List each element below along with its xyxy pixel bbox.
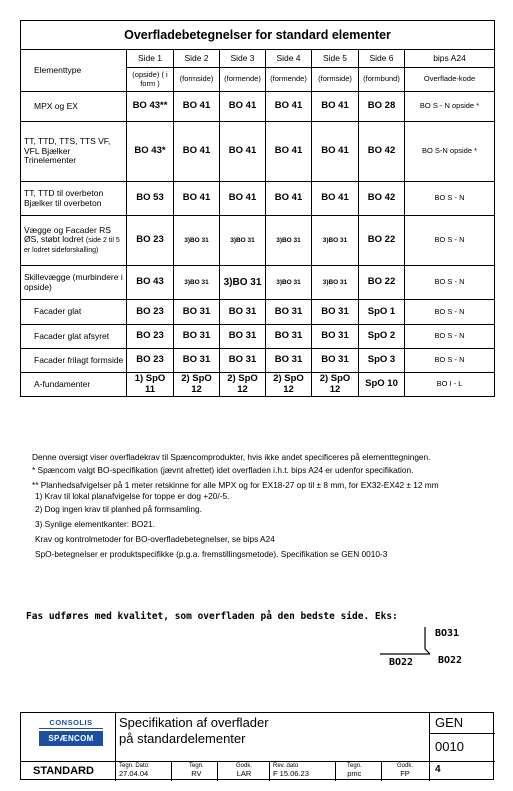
value-cell: BO 41: [174, 92, 220, 122]
element-cell: Facader glat: [21, 300, 127, 325]
bips-cell: BO S - N: [405, 216, 495, 266]
table-row: [21, 92, 495, 122]
column-subheader: Overflade-kode: [405, 68, 495, 92]
note-line: * Spæncom valgt BO-specifikation (jævnt afrettet) idet overfladen i.h.t. bips A24 er udenfor specifikation.: [32, 465, 414, 475]
value-cell: SpO 1: [359, 300, 405, 325]
value-cell: BO 22: [359, 216, 405, 266]
column-header: Side 5: [312, 50, 359, 68]
bips-cell: BO S - N: [405, 349, 495, 373]
note-line: SpO-betegnelser er produktspecifikke (p.g.a. fremstillingsmetode). Specifikation se GEN 0010-3: [35, 549, 388, 559]
title-block: [20, 712, 494, 780]
element-cell: Skillevægge (murbindere i opside): [21, 266, 127, 300]
table-row: [21, 122, 495, 182]
value-cell: BO 41: [312, 182, 359, 216]
value-cell: BO 41: [312, 92, 359, 122]
column-subheader: (formbund): [359, 68, 405, 92]
surface-spec-table: [20, 20, 495, 397]
logo-consolis: CONSOLIS: [39, 718, 103, 729]
drawing-series: GEN: [435, 715, 464, 730]
field-rev-approved-by: Godk. FP: [397, 763, 414, 778]
element-cell: A-fundamenter: [21, 373, 127, 397]
chamfer-note: Fas udføres med kvalitet, som overfladen på den bedste side. Eks:: [26, 611, 398, 622]
value-cell: 3)BO 31: [220, 216, 266, 266]
value-cell: 3)BO 31: [312, 266, 359, 300]
value-cell: SpO 10: [359, 373, 405, 397]
value-cell: BO 41: [220, 182, 266, 216]
note-line: Denne oversigt viser overfladekrav til Spæncomprodukter, hvis ikke andet specificeres på elementtegningen.: [32, 452, 431, 462]
note-line: 1) Krav til lokal planafvigelse for toppe er dog +20/-5.: [35, 491, 230, 501]
value-cell: 3)BO 31: [266, 216, 312, 266]
value-cell: 2) SpO 12: [174, 373, 220, 397]
field-approved-by: Godk. LAR: [236, 763, 253, 778]
bips-cell: BO S-N opside *: [405, 122, 495, 182]
element-cell: Vægge og Facader RS ØS, støbt lodret (side 2 til 5 er lodret sideforskalling): [21, 216, 127, 266]
label-bo22-bottom: BO22: [389, 657, 414, 668]
value-cell: BO 31: [266, 300, 312, 325]
column-subheader: (opside) ( i form ): [127, 68, 174, 92]
table-row: [21, 373, 495, 397]
table-row: [21, 349, 495, 373]
value-cell: 3)BO 31: [174, 216, 220, 266]
table-row: [21, 266, 495, 300]
column-subheader: (formende): [220, 68, 266, 92]
bips-cell: BO S - N opside *: [405, 92, 495, 122]
column-header: Side 1: [127, 50, 174, 68]
value-cell: BO 31: [266, 349, 312, 373]
table-row: [21, 325, 495, 349]
value-cell: 3)BO 31: [266, 266, 312, 300]
value-cell: BO 28: [359, 92, 405, 122]
value-cell: BO 31: [266, 325, 312, 349]
value-cell: BO 42: [359, 182, 405, 216]
value-cell: BO 41: [312, 122, 359, 182]
element-cell: Facader frilagt formside: [21, 349, 127, 373]
column-subheader: (formside): [312, 68, 359, 92]
bips-cell: BO I - L: [405, 373, 495, 397]
element-cell: MPX og EX: [21, 92, 127, 122]
value-cell: BO 31: [174, 349, 220, 373]
standard-label: STANDARD: [33, 765, 94, 777]
value-cell: BO 31: [174, 300, 220, 325]
value-cell: BO 42: [359, 122, 405, 182]
table-title: Overfladebetegnelser for standard elementer: [21, 21, 495, 50]
value-cell: BO 41: [174, 182, 220, 216]
value-cell: BO 31: [174, 325, 220, 349]
column-header: Side 3: [220, 50, 266, 68]
element-header: Elementtype: [21, 50, 127, 92]
value-cell: 2) SpO 12: [266, 373, 312, 397]
column-header: Side 6: [359, 50, 405, 68]
column-header: Side 4: [266, 50, 312, 68]
label-bo22-chamfer: BO22: [438, 655, 463, 666]
table-row: [21, 300, 495, 325]
value-cell: BO 41: [174, 122, 220, 182]
value-cell: BO 41: [266, 122, 312, 182]
value-cell: 3)BO 31: [220, 266, 266, 300]
field-drawn-by: Tegn. RV: [189, 763, 204, 778]
value-cell: BO 43*: [127, 122, 174, 182]
bips-cell: BO S - N: [405, 182, 495, 216]
company-logo: [39, 718, 103, 746]
value-cell: BO 31: [220, 325, 266, 349]
value-cell: BO 23: [127, 349, 174, 373]
sheet-number: 4: [435, 764, 441, 775]
table-row: [21, 182, 495, 216]
field-drawing-date: Tegn. Dato: 27.04.04: [119, 763, 150, 778]
value-cell: BO 53: [127, 182, 174, 216]
column-header: Side 2: [174, 50, 220, 68]
column-subheader: (formende): [266, 68, 312, 92]
value-cell: BO 23: [127, 325, 174, 349]
label-bo31: BO31: [435, 628, 460, 639]
value-cell: BO 23: [127, 216, 174, 266]
value-cell: BO 41: [220, 122, 266, 182]
value-cell: BO 41: [220, 92, 266, 122]
chamfer-example-sketch: [370, 622, 480, 672]
sketch-chamfer: [425, 649, 430, 654]
note-line: 3) Synlige elementkanter: BO21.: [35, 519, 155, 529]
column-header: bips A24: [405, 50, 495, 68]
element-cell: Facader glat afsyret: [21, 325, 127, 349]
field-rev-drawn-by: Tegn. pmc: [347, 763, 362, 778]
bips-cell: BO S - N: [405, 300, 495, 325]
logo-spaencom: SPÆNCOM: [39, 731, 103, 746]
column-subheader: (formside): [174, 68, 220, 92]
value-cell: SpO 2: [359, 325, 405, 349]
bips-cell: BO S - N: [405, 325, 495, 349]
table-row: [21, 216, 495, 266]
note-line: Krav og kontrolmetoder for BO-overfladebetegnelser, se bips A24: [35, 534, 275, 544]
drawing-title: Specifikation af overflader på standardelementer: [119, 715, 269, 746]
value-cell: BO 31: [312, 325, 359, 349]
value-cell: 1) SpO 11: [127, 373, 174, 397]
value-cell: BO 31: [220, 300, 266, 325]
value-cell: BO 43**: [127, 92, 174, 122]
note-line: ** Planhedsafvigelser på 1 meter retskinne for alle MPX og for EX18-27 op til ± 8 mm, for EX32-EX42 ± 12 mm: [32, 480, 439, 490]
note-line: 2) Dog ingen krav til planhed på formsamling.: [35, 504, 202, 514]
element-cell: TT, TTD, TTS, TTS VF, VFL Bjælker Trinelementer: [21, 122, 127, 182]
bips-cell: BO S - N: [405, 266, 495, 300]
drawing-number: 0010: [435, 739, 464, 754]
value-cell: 2) SpO 12: [312, 373, 359, 397]
value-cell: BO 31: [220, 349, 266, 373]
value-cell: 3)BO 31: [312, 216, 359, 266]
field-revision-date: Rev. dato F 15.06.23: [273, 763, 309, 778]
value-cell: BO 23: [127, 300, 174, 325]
value-cell: BO 22: [359, 266, 405, 300]
value-cell: BO 41: [266, 182, 312, 216]
value-cell: BO 41: [266, 92, 312, 122]
element-cell: TT, TTD til overbeton Bjælker til overbeton: [21, 182, 127, 216]
value-cell: 3)BO 31: [174, 266, 220, 300]
value-cell: BO 31: [312, 349, 359, 373]
value-cell: BO 31: [312, 300, 359, 325]
value-cell: SpO 3: [359, 349, 405, 373]
value-cell: BO 43: [127, 266, 174, 300]
value-cell: 2) SpO 12: [220, 373, 266, 397]
